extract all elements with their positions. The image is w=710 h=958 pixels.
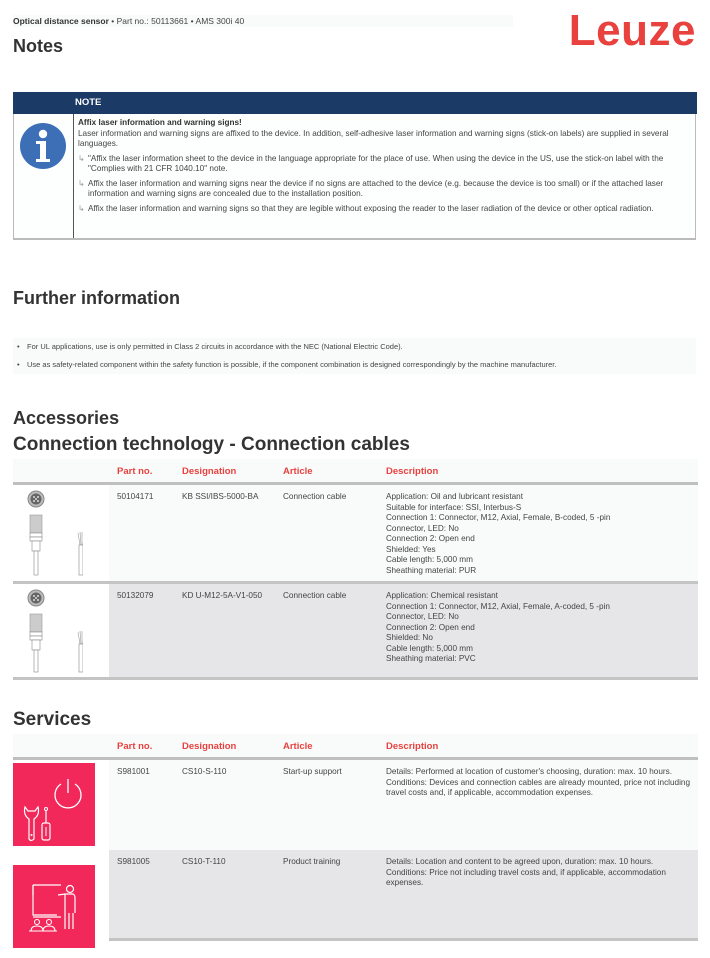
col-designation: Designation bbox=[182, 466, 237, 477]
further-info-list bbox=[13, 338, 696, 374]
table-row bbox=[13, 485, 698, 584]
document-header bbox=[13, 15, 513, 27]
list-item: • Use as safety-related component within the safety function is possible, if the component combination is designed correspondingly by the machine manufacturer. bbox=[13, 356, 696, 374]
col-article: Article bbox=[283, 466, 313, 477]
connection-cables-heading: Connection technology - Connection cables bbox=[13, 434, 410, 455]
note-title: Affix laser information and warning signs! bbox=[78, 118, 242, 127]
col-description: Description bbox=[386, 741, 439, 752]
article: Connection cable bbox=[283, 591, 347, 600]
product-type: Optical distance sensor bbox=[13, 16, 109, 26]
bullet: • bbox=[17, 360, 20, 369]
note-body bbox=[78, 118, 690, 214]
description: Application: Oil and lubricant resistant Suitable for interface: SSI, Interbus-S Connection 1: Connector, M12, Axial, Female, B-coded, 5 -pin Connector, LED: No Connection 2: Open end Shielded: Yes Cable length: 5,000 mm Sheathing material: PUR bbox=[386, 492, 611, 575]
list-item: • For UL applications, use is only permitted in Class 2 circuits in accordance with the NEC (National Electric Code). bbox=[13, 338, 696, 356]
table-row bbox=[13, 760, 698, 850]
table-header bbox=[13, 734, 698, 760]
note-step: ↳ "Affix the laser information sheet to the device in the language appropriate for the place of use. When using the device in the US, use the stick-on label with the "Complies with 21 CFR 1040.10" note. bbox=[78, 153, 664, 173]
note-step: ↳ Affix the laser information and warning signs so that they are legible without exposing the reader to the laser radiation of the device or other optical radiation. bbox=[78, 203, 654, 213]
table-row bbox=[109, 850, 698, 941]
designation: KD U-M12-5A-V1-050 bbox=[182, 591, 263, 600]
col-part-no: Part no. bbox=[117, 741, 153, 752]
notes-heading: Notes bbox=[13, 36, 64, 56]
header-separator: • bbox=[108, 16, 117, 26]
article: Connection cable bbox=[283, 492, 347, 501]
product-image-cell bbox=[13, 485, 109, 581]
service-image-cell bbox=[13, 760, 109, 850]
services-table bbox=[13, 734, 698, 941]
cable-connector-icon bbox=[23, 588, 83, 678]
designation: CS10-S-110 bbox=[182, 767, 227, 776]
part-no: S981005 bbox=[117, 857, 150, 866]
part-no: 50104171 bbox=[117, 492, 154, 501]
note-box bbox=[13, 92, 696, 240]
article: Product training bbox=[283, 857, 341, 866]
cable-connector-icon bbox=[23, 489, 83, 579]
training-presentation-icon bbox=[13, 865, 95, 948]
designation: CS10-T-110 bbox=[182, 857, 226, 866]
header-part-no: Part no.: 50113661 bbox=[116, 16, 189, 26]
description: Details: Performed at location of customer's choosing, duration: max. 10 hours. Conditions: Devices and connection cables are already mounted, price not including travel costs and, if applicable, accommodation expenses. bbox=[386, 767, 691, 797]
startup-tools-icon bbox=[13, 763, 95, 846]
bullet: • bbox=[17, 342, 20, 351]
col-designation: Designation bbox=[182, 741, 237, 752]
note-header-label: NOTE bbox=[75, 97, 102, 108]
col-part-no: Part no. bbox=[117, 466, 153, 477]
services-heading: Services bbox=[13, 709, 92, 730]
arrow-step-icon: ↳ bbox=[78, 203, 85, 213]
header-model: AMS 300i 40 bbox=[195, 16, 245, 26]
brand-logo: Leuze bbox=[568, 6, 696, 55]
arrow-step-icon: ↳ bbox=[78, 178, 85, 188]
accessories-table bbox=[13, 459, 698, 680]
info-icon bbox=[19, 122, 67, 170]
arrow-step-icon: ↳ bbox=[78, 153, 85, 163]
col-description: Description bbox=[386, 466, 439, 477]
article: Start-up support bbox=[283, 767, 342, 776]
note-step: ↳ Affix the laser information and warning signs near the device if no signs are attached to the device (e.g. because the device is too small) or if the attached laser information and warning signs are concealed due to the installation position. bbox=[78, 178, 664, 198]
part-no: S981001 bbox=[117, 767, 150, 776]
note-header bbox=[13, 92, 697, 114]
description: Application: Chemical resistant Connection 1: Connector, M12, Axial, Female, A-coded, 5 -pin Connector, LED: No Connection 2: Open end Shielded: No Cable length: 5,000 mm Sheathing material: PVC bbox=[386, 591, 610, 663]
designation: KB SSI/IBS-5000-BA bbox=[182, 492, 259, 501]
product-image-cell bbox=[13, 584, 109, 677]
header-separator: • bbox=[188, 16, 196, 26]
note-intro: Laser information and warning signs are affixed to the device. In addition, self-adhesive laser information and warning signs (stick-on labels) are supplied in several languages. bbox=[78, 128, 669, 148]
part-no: 50132079 bbox=[117, 591, 154, 600]
table-row bbox=[13, 584, 698, 680]
further-info-heading: Further information bbox=[13, 288, 180, 308]
table-header bbox=[13, 459, 698, 485]
accessories-heading: Accessories bbox=[13, 408, 120, 428]
description: Details: Location and content to be agreed upon, duration: max. 10 hours. Conditions: Price not including travel costs and, if applicable, accommodation expenses. bbox=[386, 857, 666, 887]
note-divider bbox=[73, 114, 74, 238]
col-article: Article bbox=[283, 741, 313, 752]
